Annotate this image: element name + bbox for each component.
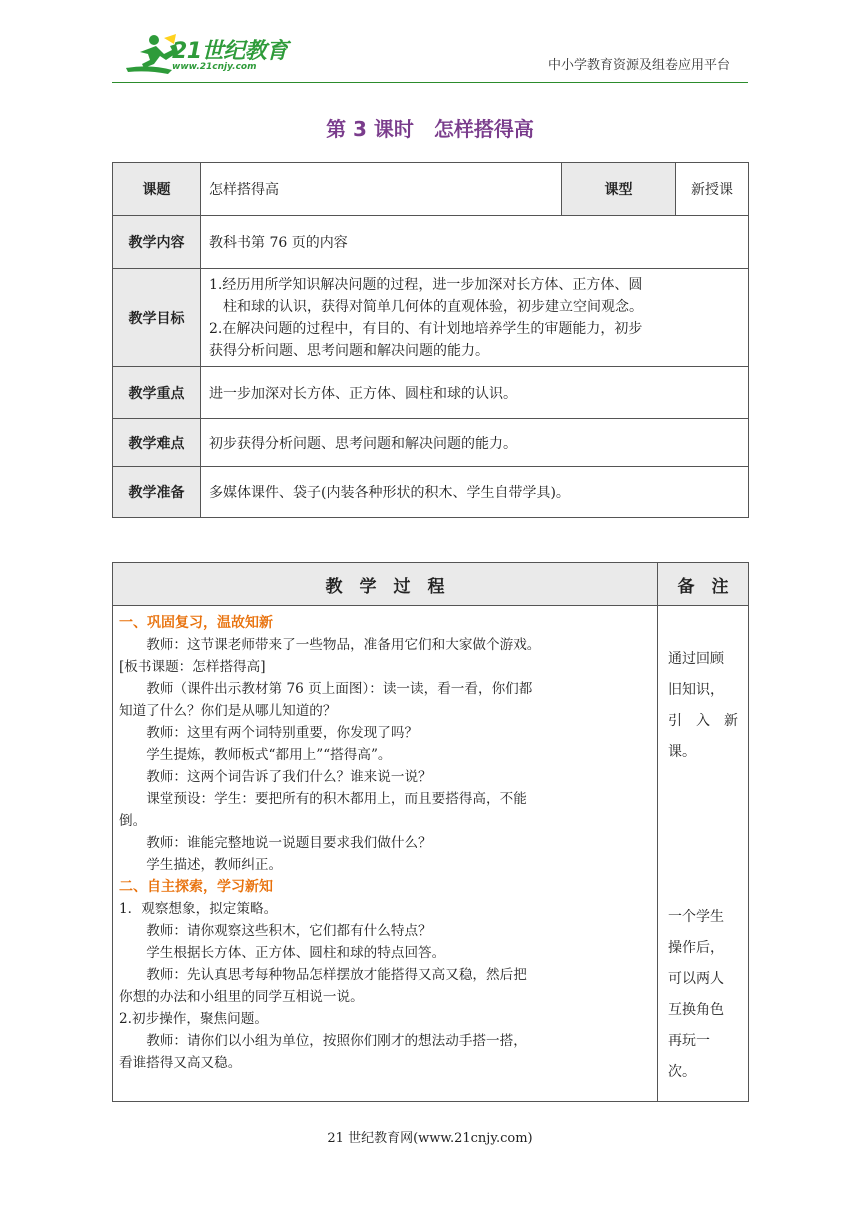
goals-label: 教学目标 [113,269,201,367]
process-line: 教师：请你观察这些积木，它们都有什么特点？ [146,923,432,939]
logo-url: www.21cnjy.com [172,62,257,72]
note-line: 可以两人 [668,971,724,987]
difficulty-value: 初步获得分析问题、思考问题和解决问题的能力。 [201,419,749,467]
note-line: 再玩一 [668,1033,710,1049]
process-line: 课堂预设：学生：要把所有的积木都用上，而且要搭得高，不能 [146,791,527,807]
goal-line: 1.经历用所学知识解决问题的过程，进一步加深对长方体、正方体、圆 [209,276,643,293]
content-label: 教学内容 [113,216,201,269]
row-preparation [113,467,749,518]
process-header-row [113,563,749,606]
difficulty-label: 教学难点 [113,419,201,467]
note-line: 次。 [668,1064,696,1080]
process-line: 教师：谁能完整地说一说题目要求我们做什么？ [146,835,432,851]
process-line: 教师：这节课老师带来了一些物品，准备用它们和大家做个游戏。 [146,637,541,653]
topic-label: 课题 [113,163,201,216]
row-content [113,216,749,269]
process-line: 教师：这两个词告诉了我们什么？谁来说一说？ [146,769,432,785]
note-review [668,644,740,768]
type-value: 新授课 [676,163,749,216]
page-footer: 21 世纪教育网(www.21cnjy.com) [327,1131,533,1146]
note-line: 旧知识， [668,682,724,698]
goal-line: 2.在解决问题的过程中，有目的、有计划地培养学生的审题能力，初步 [209,320,643,337]
note-line: 操作后， [668,940,724,956]
note-line: 课。 [668,744,696,760]
page-title: 第 3 课时 怎样搭得高 [326,117,534,141]
key-label: 教学重点 [113,367,201,419]
process-line: 教师：请你们以小组为单位，按照你们刚才的想法动手搭一搭， [146,1033,527,1049]
process-content [113,606,658,1102]
process-line: 1．观察想象，拟定策略。 [119,901,278,917]
process-line: 学生提炼，教师板式“都用上”“搭得高”。 [146,747,392,763]
process-line: [板书课题：怎样搭得高] [119,659,266,675]
content-value: 教科书第 76 页的内容 [201,216,749,269]
row-goals [113,269,749,367]
topic-value: 怎样搭得高 [201,163,562,216]
process-line: 学生描述，教师纠正。 [146,857,283,873]
section-heading: 二、自主探索，学习新知 [119,879,273,895]
process-line: 学生根据长方体、正方体、圆柱和球的特点回答。 [146,945,446,961]
process-line: 教师（课件出示教材第 76 页上面图）：读一读，看一看，你们都 [146,681,533,697]
goal-line: 获得分析问题、思考问题和解决问题的能力。 [209,342,489,359]
process-line: 知道了什么？你们是从哪儿知道的？ [119,703,337,719]
type-label: 课型 [562,163,676,216]
goals-value [201,269,749,367]
prep-label: 教学准备 [113,467,201,518]
key-value: 进一步加深对长方体、正方体、圆柱和球的认识。 [201,367,749,419]
row-key-points [113,367,749,419]
note-line: 一个学生 [668,909,724,925]
teaching-process-table [112,562,749,1102]
logo-text: 21世纪教育 [172,39,288,64]
row-difficulty [113,419,749,467]
process-line: 教师：这里有两个词特别重要，你发现了吗？ [146,725,419,741]
process-line: 2.初步操作，聚焦问题。 [119,1011,268,1027]
notes-content [658,606,749,1102]
notes-header: 备 注 [658,563,749,606]
row-topic [113,163,749,216]
note-operation [668,902,742,1088]
process-line: 教师：先认真思考每种物品怎样摆放才能搭得又高又稳，然后把 [146,967,527,983]
process-line: 看谁搭得又高又稳。 [119,1055,242,1071]
prep-value: 多媒体课件、袋子(内装各种形状的积木、学生自带学具)。 [201,467,749,518]
section-heading: 一、巩固复习，温故知新 [119,615,273,631]
page-header [0,0,860,90]
note-line: 通过回顾 [668,651,724,667]
goal-line: 柱和球的认识，获得对简单几何体的直观体验，初步建立空间观念。 [223,298,643,315]
lesson-info-table [112,162,749,518]
header-divider [112,82,748,83]
process-line: 你想的办法和小组里的同学互相说一说。 [119,989,364,1005]
platform-name: 中小学教育资源及组卷应用平台 [547,58,730,73]
process-line: 倒。 [119,813,147,829]
note-line: 引 入 新 [668,713,738,729]
process-header: 教 学 过 程 [113,563,658,606]
process-body-row [113,606,749,1102]
note-line: 互换角色 [668,1002,724,1018]
